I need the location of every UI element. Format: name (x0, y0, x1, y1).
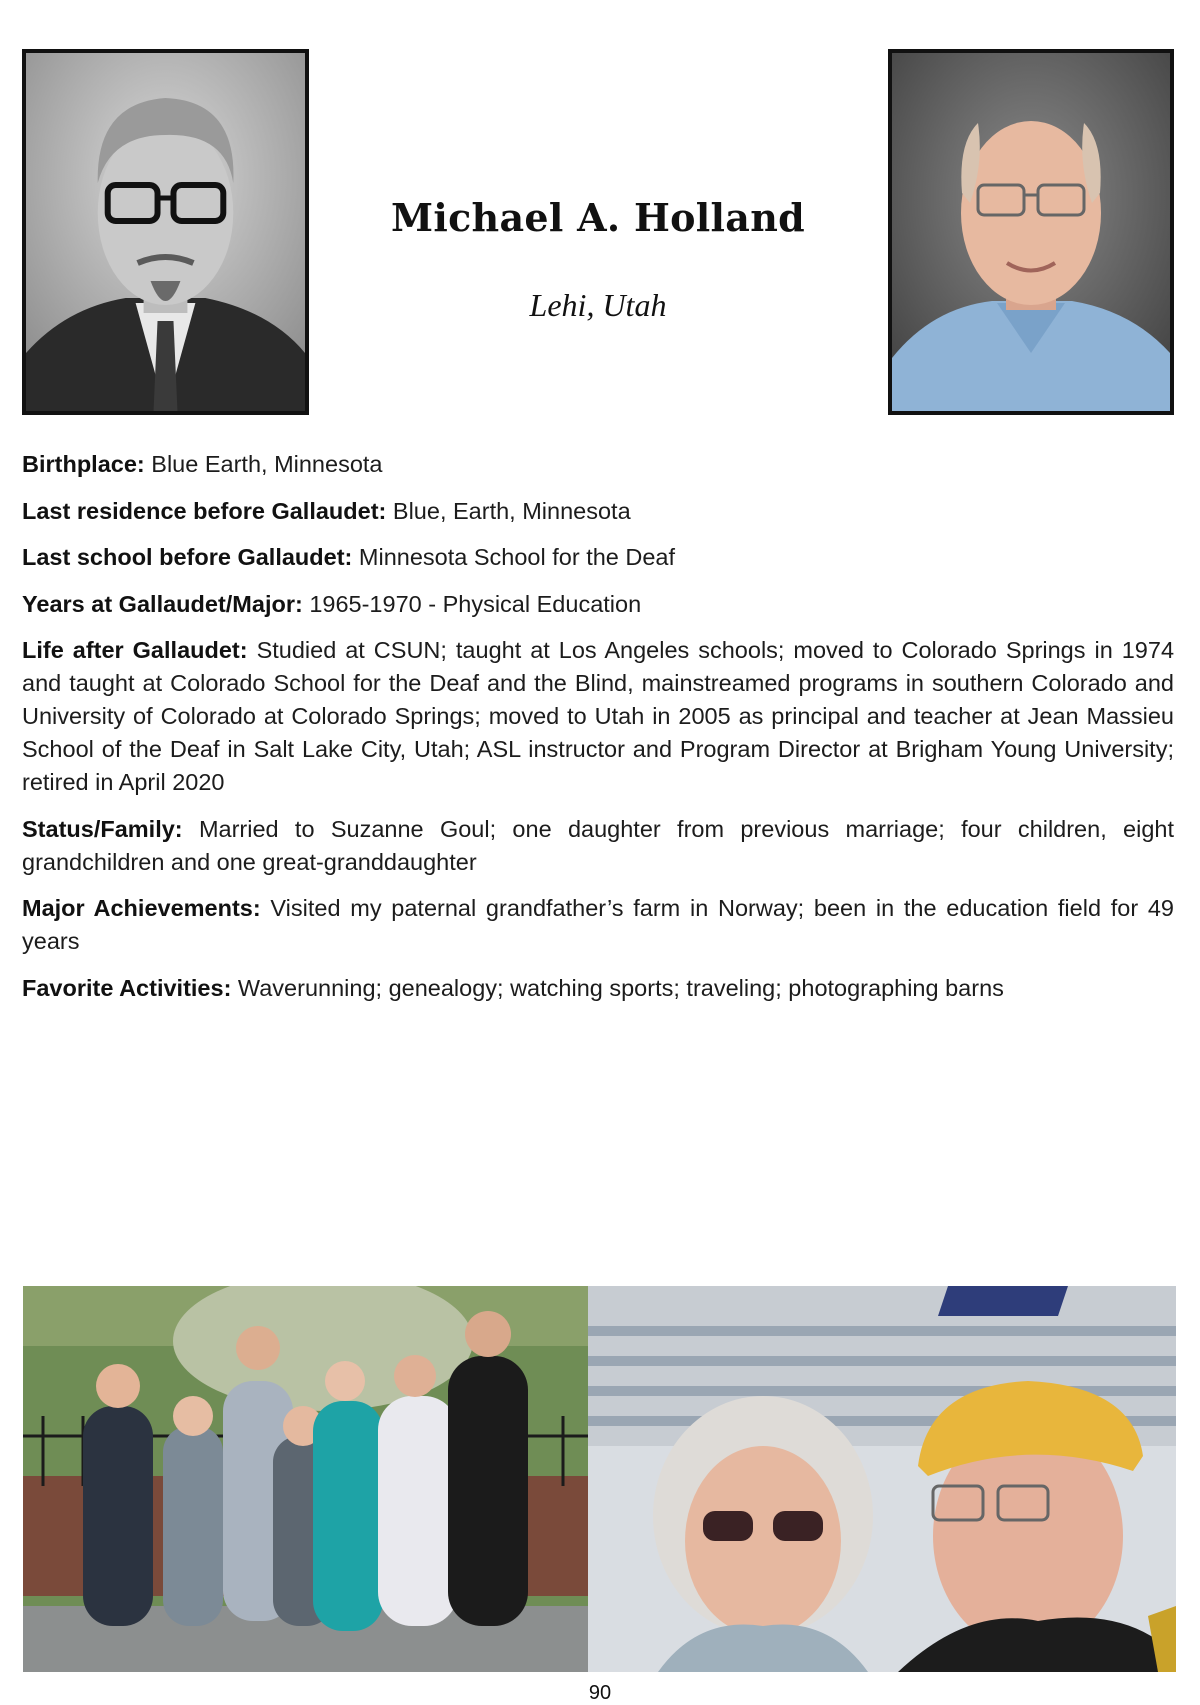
field-life-after (22, 634, 1174, 799)
field-value: Blue, Earth, Minnesota (392, 497, 631, 524)
field-achievements (22, 892, 1174, 958)
field-label: Major Achievements: (22, 895, 261, 921)
yearbook-portrait-photo (22, 49, 309, 415)
field-label: Life after Gallaudet: (22, 637, 248, 663)
field-value: Blue Earth, Minnesota (151, 451, 383, 477)
current-portrait-photo (888, 49, 1174, 415)
field-label: Favorite Activities: (22, 974, 232, 1001)
field-value: Waverunning; genealogy; watching sports; traveling; photographing barns (237, 974, 1004, 1001)
field-birthplace (22, 448, 1174, 481)
field-label: Birthplace: (22, 451, 145, 477)
field-last-school (22, 541, 1174, 574)
biography-fields (22, 448, 1174, 1018)
page-number: 90 (588, 1682, 612, 1704)
field-value: Studied at CSUN; taught at Los Angeles schools; moved to Colorado Springs in 1974 and taught at Colorado School for the Deaf and the Blind, mainstreamed programs in southern Colorado and University of Colorado at Colorado Springs; moved to Utah in 2005 as principal and teacher at Jean Massieu School of the Deaf in Salt Lake City, Utah; ASL instructor and Program Director at Brigham Young University; retired in April 2020 (22, 637, 1175, 795)
field-value: Married to Suzanne Goul; one daughter from previous marriage; four children, eight grandchildren and one great-granddaughter (22, 815, 1175, 875)
field-years-major (22, 588, 1174, 621)
field-value: 1965-1970 - Physical Education (309, 590, 642, 617)
field-label: Status/Family: (22, 815, 183, 842)
field-label: Years at Gallaudet/Major: (22, 590, 303, 617)
person-location: Lehi, Utah (529, 287, 667, 323)
field-last-residence (22, 495, 1174, 528)
field-status-family (22, 813, 1174, 879)
family-group-photo (23, 1286, 588, 1672)
field-label: Last school before Gallaudet: (22, 544, 353, 570)
person-name: Michael A. Holland (390, 195, 805, 240)
couple-photo (588, 1286, 1176, 1672)
field-label: Last residence before Gallaudet: (22, 497, 387, 524)
field-value: Visited my paternal grandfather’s farm in Norway; been in the education field for 49 years (22, 895, 1175, 954)
field-activities (22, 972, 1174, 1005)
field-value: Minnesota School for the Deaf (358, 544, 676, 570)
